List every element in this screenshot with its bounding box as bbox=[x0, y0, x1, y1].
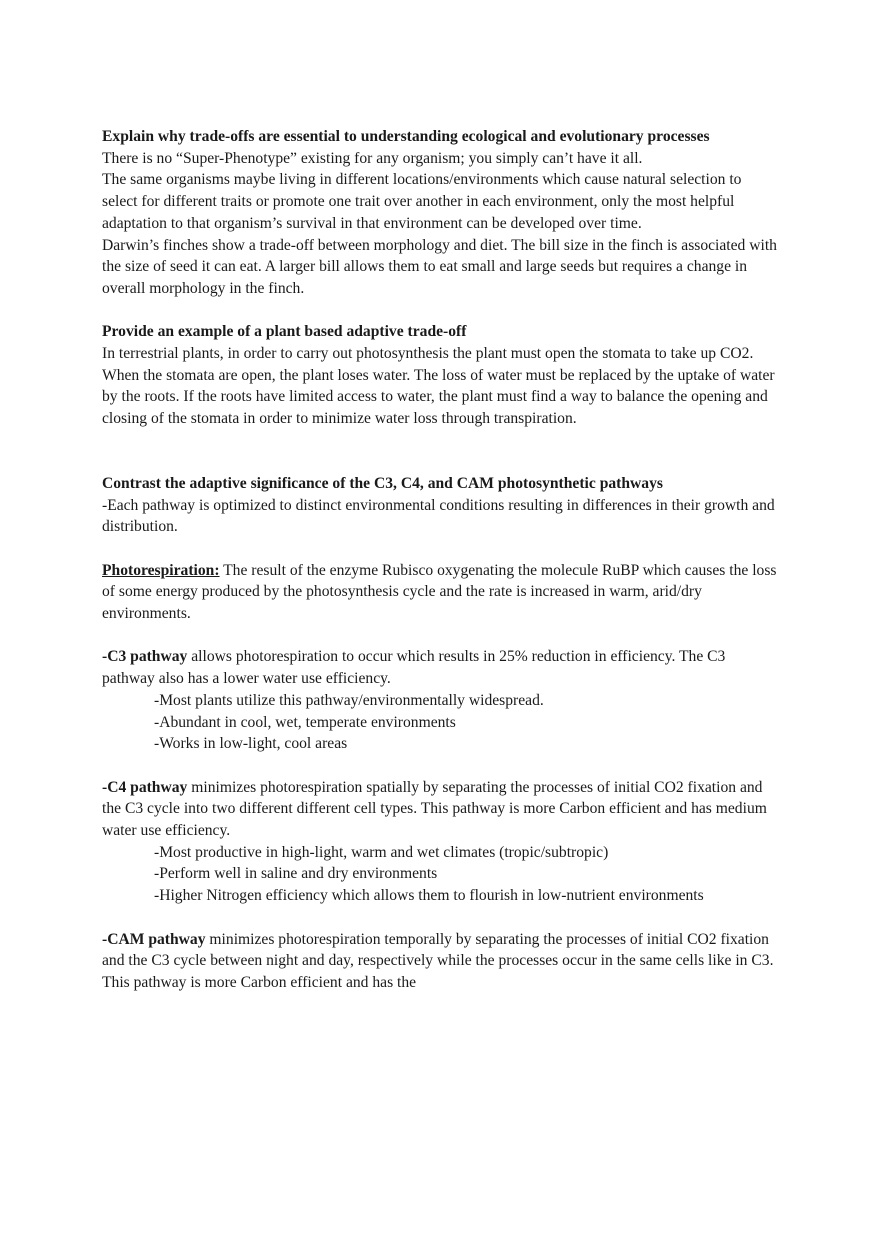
spacer bbox=[102, 430, 780, 473]
c4-label: -C4 pathway bbox=[102, 778, 188, 796]
section-heading-photosynthetic-pathways: Contrast the adaptive significance of the C3, C4, and CAM photosynthetic pathways bbox=[102, 474, 663, 492]
paragraph: In terrestrial plants, in order to carry out photosynthesis the plant must open the stomata to take up CO2. When the stomata are open, the plant loses water. The loss of water must be replaced by the uptake of water by the roots. If the roots have limited access to water, the plant must find a way to balance the opening and closing of the stomata in order to minimize water loss through transpiration. bbox=[102, 345, 775, 428]
spacer bbox=[102, 300, 780, 322]
paragraph: The same organisms maybe living in different locations/environments which cause natural selection to select for different traits or promote one trait over another in each environment, only the most helpful adaptation to that organism’s survival in that environment can be developed over time. bbox=[102, 171, 742, 232]
section-heading-trade-offs: Explain why trade-offs are essential to understanding ecological and evolutionary processes bbox=[102, 128, 710, 145]
paragraph: -Each pathway is optimized to distinct environmental conditions resulting in differences in their growth and distribution. bbox=[102, 496, 775, 536]
section-heading-plant-trade-off: Provide an example of a plant based adaptive trade-off bbox=[102, 323, 467, 341]
paragraph: Darwin’s finches show a trade-off between morphology and diet. The bill size in the finch is associated with the size of seed it can eat. A larger bill allows them to eat small and large seeds but requires a change in overall morphology in the finch. bbox=[102, 236, 777, 297]
term-definition: The result of the enzyme Rubisco oxygenating the molecule RuBP which causes the loss of some energy produced by the photosynthesis cycle and the rate is increased in warm, arid/dry environments. bbox=[102, 561, 777, 623]
spacer bbox=[102, 907, 780, 929]
list-item: -Most plants utilize this pathway/environmentally widespread. bbox=[154, 691, 544, 709]
list-item: -Works in low-light, cool areas bbox=[154, 735, 348, 753]
c4-text: minimizes photorespiration spatially by separating the processes of initial CO2 fixation and the C3 cycle into two different different cell types. This pathway is more Carbon efficient and has medium water use efficiency. bbox=[102, 778, 767, 840]
cam-label: -CAM pathway bbox=[102, 930, 206, 948]
document-body bbox=[102, 126, 780, 994]
term-label: Photorespiration: bbox=[102, 561, 220, 579]
c3-paragraph bbox=[102, 646, 780, 689]
list-item: -Higher Nitrogen efficiency which allows them to flourish in low-nutrient environments bbox=[154, 887, 704, 905]
list-item: -Most productive in high-light, warm and wet climates (tropic/subtropic) bbox=[154, 843, 609, 861]
list-item: -Abundant in cool, wet, temperate environments bbox=[154, 713, 456, 731]
spacer bbox=[102, 625, 780, 647]
list-item: -Perform well in saline and dry environments bbox=[154, 865, 438, 883]
spacer bbox=[102, 755, 780, 777]
c4-paragraph bbox=[102, 777, 780, 842]
cam-paragraph bbox=[102, 929, 780, 994]
paragraph: There is no “Super-Phenotype” existing for any organism; you simply can’t have it all. bbox=[102, 149, 643, 167]
spacer bbox=[102, 538, 780, 560]
c3-label: -C3 pathway bbox=[102, 648, 188, 666]
photorespiration-paragraph bbox=[102, 560, 780, 625]
c3-text: allows photorespiration to occur which results in 25% reduction in efficiency. The C3 pathway also has a lower water use efficiency. bbox=[102, 648, 726, 688]
cam-text: minimizes photorespiration temporally by separating the processes of initial CO2 fixation and the C3 cycle between night and day, respectively while the processes occur in the same cells like in C3. This pathway is more Carbon efficient and has the bbox=[102, 930, 774, 991]
